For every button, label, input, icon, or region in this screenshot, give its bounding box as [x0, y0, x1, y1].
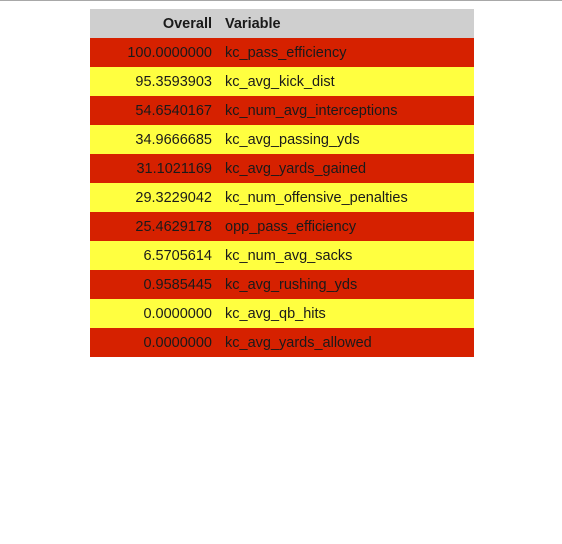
table-row	[90, 125, 474, 154]
table-body	[90, 38, 474, 357]
variable-cell: kc_num_offensive_penalties	[225, 183, 474, 212]
variable-cell: kc_avg_yards_gained	[225, 154, 474, 183]
table-row	[90, 154, 474, 183]
table-row	[90, 270, 474, 299]
variable-cell: kc_num_avg_interceptions	[225, 96, 474, 125]
header-overall: Overall	[90, 9, 225, 38]
overall-cell: 6.5705614	[90, 241, 225, 270]
overall-cell: 34.9666685	[90, 125, 225, 154]
variable-cell: opp_pass_efficiency	[225, 212, 474, 241]
overall-cell: 25.4629178	[90, 212, 225, 241]
table-row	[90, 96, 474, 125]
variable-importance-table	[90, 9, 474, 357]
importance-table-container	[90, 9, 474, 357]
overall-cell: 100.0000000	[90, 38, 225, 67]
table-row	[90, 183, 474, 212]
variable-cell: kc_avg_yards_allowed	[225, 328, 474, 357]
table-row	[90, 328, 474, 357]
table-row	[90, 299, 474, 328]
variable-cell: kc_avg_passing_yds	[225, 125, 474, 154]
overall-cell: 54.6540167	[90, 96, 225, 125]
variable-cell: kc_avg_kick_dist	[225, 67, 474, 96]
table-row	[90, 212, 474, 241]
header-row	[90, 9, 474, 38]
variable-cell: kc_pass_efficiency	[225, 38, 474, 67]
table-row	[90, 241, 474, 270]
variable-cell: kc_avg_rushing_yds	[225, 270, 474, 299]
overall-cell: 29.3229042	[90, 183, 225, 212]
table-row	[90, 67, 474, 96]
variable-cell: kc_avg_qb_hits	[225, 299, 474, 328]
overall-cell: 95.3593903	[90, 67, 225, 96]
top-divider	[0, 0, 562, 1]
header-variable: Variable	[225, 9, 474, 38]
variable-cell: kc_num_avg_sacks	[225, 241, 474, 270]
overall-cell: 31.1021169	[90, 154, 225, 183]
overall-cell: 0.9585445	[90, 270, 225, 299]
overall-cell: 0.0000000	[90, 328, 225, 357]
table-header	[90, 9, 474, 38]
table-row	[90, 38, 474, 67]
overall-cell: 0.0000000	[90, 299, 225, 328]
